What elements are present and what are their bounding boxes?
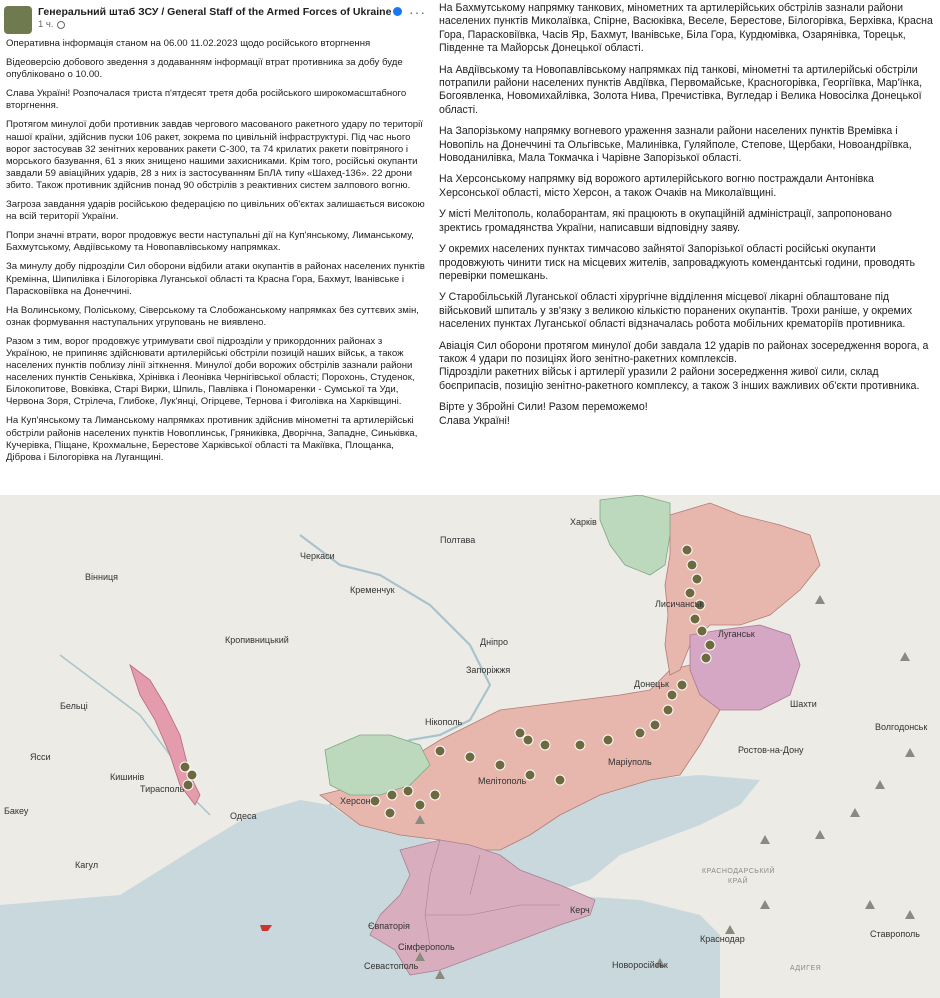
report-paragraph: Вірте у Збройні Сили! Разом переможемо! [439,401,648,414]
military-unit-icon[interactable] [515,728,525,738]
city-label-lysychansk: Лисичанськ [655,599,704,609]
city-label-melitopol: Мелітополь [478,776,527,786]
author-block [38,6,409,31]
post-header [0,0,432,36]
city-label-kerch: Керч [570,905,590,915]
military-unit-icon[interactable] [415,800,425,810]
military-unit-icon[interactable] [187,770,197,780]
post-paragraph: Слава Україні! Розпочалася триста п'ятдесят третя доба російського широкомасштабного вторгнення. [6,88,407,112]
military-unit-icon[interactable] [495,760,505,770]
post-author-name[interactable]: Генеральний штаб ЗСУ / General Staff of the Armed Forces of Ukraine [38,6,392,18]
military-unit-icon[interactable] [663,705,673,715]
post-paragraph: Загроза завдання ударів російською федерацією по цивільних об'єктах залишається високою на всій території України. [6,199,425,223]
post-paragraph: На Волинському, Поліському, Сіверському та Слобожанському напрямках без суттєвих змін, ознак формування наступальних угруповань не виявлено. [6,304,419,328]
airfield-icon[interactable] [875,780,885,789]
facebook-post [0,0,433,495]
airfield-icon[interactable] [850,808,860,817]
military-unit-icon[interactable] [385,808,395,818]
report-paragraph: У місті Мелітополь, колаборантам, які працюють в окупаційній адміністрації, запропоновано зректись громадянства України, написавши відповідну заяву. [439,208,892,234]
military-unit-icon[interactable] [540,740,550,750]
city-label-sevastopol: Севастополь [364,961,419,971]
globe-icon [57,21,65,29]
city-label-stavropol: Ставрополь [870,929,920,939]
city-label-krasnodar: Краснодар [700,934,745,944]
situation-map[interactable] [0,495,940,998]
city-label-luhansk: Луганськ [718,629,755,639]
military-unit-icon[interactable] [387,790,397,800]
city-label-tiraspol: Тирасполь [140,784,185,794]
city-label-zaporizhzhia: Запоріжжя [466,665,511,675]
military-unit-icon[interactable] [435,746,445,756]
military-unit-icon[interactable] [701,653,711,663]
city-label-volgodonsk: Волгодонськ [875,722,928,732]
post-paragraph: На Куп'янському та Лиманському напрямках противник здійснив мінометні та артилерійські обстріли районів населених пунктів Новоплинськ, Гряниківка, Дворічна, Западне, Синьківка, Кучерівка, Піщане, Крохмальне, Берестове Харківської області та Макіївка, Площанка, Діброва і Білогорівка на Луганщині. [6,415,418,463]
post-paragraph: Разом з тим, ворог продовжує утримувати свої підрозділи у прикордонних районах з Україною, не припиняє здійснювати артилерійські обстріли позицій наших військ, а також населених пунктів поблизу лінії зіткнення. Минулої доби ворожих обстрілів зазнали райони населених пунктів Сеньківка, Хрінівка і Леонівка Чернігівської області; Порохонь, Студенок, Білокопитове, Вовківка, Старі Вирки, Шпиль, Павлівка і Пономаренки - Сумської та Уди, Червона Зоря, Стрілеча, Глибоке, Лук'янці, Огірцеве, Тернова і Фиголівка на Харківщині. [6,335,415,408]
city-label-yevpatoria: Євпаторія [368,921,410,931]
city-label-simferopol: Сімферополь [398,942,455,952]
military-unit-icon[interactable] [692,574,702,584]
city-label-nikopol: Нікополь [425,717,463,727]
post-time[interactable]: 1 ч. [38,19,54,30]
city-label-kropyvnytskyi: Кропивницький [225,635,289,645]
post-author[interactable] [38,6,409,19]
city-label-poltava: Полтава [440,535,476,545]
report-paragraph: У окремих населених пунктах тимчасово зайнятої Запорізької області російські окупанти продовжують чинити тиск на місцевих жителів, запроваджують комендантські години, проводять перевірки помешкань. [439,243,916,282]
report-continuation [432,0,940,495]
post-paragraph: Відеоверсію добового зведення з додаванням інформації втрат противника за добу буде опубліковано о 10.00. [6,57,403,81]
report-paragraph: Слава Україні! [439,414,510,427]
avatar[interactable] [4,6,32,34]
city-label-odesa: Одеса [230,811,257,821]
city-label-novorossiysk: Новоросійськ [612,960,668,970]
post-body [0,36,432,464]
liberated-area-kharkiv [600,495,670,575]
city-label-shakhty: Шахти [790,699,817,709]
airfield-icon[interactable] [900,652,910,661]
airfield-icon[interactable] [815,595,825,604]
report-paragraph: Підрозділи ракетних військ і артилерії уразили 2 райони зосередження живої сили, склад боєприпасів, позицію зенітно-ракетного комплексу, а також 3 інших важливих об'єкти противника. [439,366,920,392]
military-unit-icon[interactable] [650,720,660,730]
city-label-cahul: Кагул [75,860,99,870]
more-options-button[interactable]: ··· [409,4,426,20]
region-label-krai: КРАЙ [728,878,748,885]
city-label-cherkasy: Черкаси [300,551,335,561]
region-label-krasnodar: КРАСНОДАРСЬКИЙ [702,868,775,875]
map-canvas[interactable] [0,495,940,998]
post-paragraph: Попри значні втрати, ворог продовжує вести наступальні дії на Куп'янському, Лиманському, Бахмутському, Авдіївському та Новопавлівському напрямках. [6,230,414,254]
military-unit-icon[interactable] [525,770,535,780]
military-unit-icon[interactable] [677,680,687,690]
military-unit-icon[interactable] [635,728,645,738]
military-unit-icon[interactable] [687,560,697,570]
military-unit-icon[interactable] [403,786,413,796]
city-label-kremenchuk: Кременчук [350,585,395,595]
airfield-icon[interactable] [760,835,770,844]
airfield-icon[interactable] [760,900,770,909]
report-paragraph: На Запорізькому напрямку вогневого ураження зазнали райони населених пунктів Времівка і Новопіль на Донеччині та Ольгівське, Малинівка, Гуляйполе, Степове, Щербаки, Новоандріївка, Новоданилівка, Мала Токмачка і Чарівне Запорізької області. [439,125,912,165]
report-paragraph: На Херсонському напрямку від ворожого артилерійського вогню постраждали Антонівка Херсонської області, місто Херсон, а також Очаків на Миколаївщині. [439,173,874,199]
military-unit-icon[interactable] [430,790,440,800]
city-label-balti: Бельці [60,701,88,711]
post-paragraph: Оперативна інформація станом на 06.00 11.02.2023 щодо російського вторгнення [6,38,371,49]
military-unit-icon[interactable] [705,640,715,650]
post-paragraph: Протягом минулої доби противник завдав чергового масованого ракетного удару по території нашої країни, здійснив пуски 106 ракет, зокрема по цивільній інфраструктурі. Під час нього ворог застосував 32 зенітних керованих ракети С-300, та 74 крилатих ракети повітряного і морського базування, 61 з яких знищено нашими захисниками. Крім того, російські окупанти завдали 59 авіаційних ударів, 28 з них із застосуванням БпЛА типу «Шахед-136». 22 дрони збито. Також противник здійснив понад 90 обстрілів з реактивних систем залпового вогню. [6,119,423,191]
military-unit-icon[interactable] [667,690,677,700]
city-label-vinnytsia: Вінниця [85,572,118,582]
report-paragraph: На Бахмутському напрямку танкових, мінометних та артилерійських обстрілів зазнали райони населених пунктів Миколаївка, Спірне, Васюківка, Веселе, Берестове, Білогорівка, Берхівка, Красна Гора, Парасковіївка, Часів Яр, Бахмут, Іванівське, Біла Гора, Курдюмівка, Озарянівка, Торецьк, Південне та Майорськ Донецької області. [439,2,933,55]
city-label-chisinau: Кишинів [110,772,145,782]
military-unit-icon[interactable] [523,735,533,745]
airfield-icon[interactable] [865,900,875,909]
military-unit-icon[interactable] [685,588,695,598]
city-label-bacau: Бакеу [4,806,29,816]
airfield-icon[interactable] [725,925,735,934]
military-unit-icon[interactable] [180,762,190,772]
airfield-icon[interactable] [905,748,915,757]
city-label-kharkiv: Харків [570,517,597,527]
military-unit-icon[interactable] [682,545,692,555]
military-unit-icon[interactable] [555,775,565,785]
airfield-icon[interactable] [815,830,825,839]
city-label-iasi: Ясси [30,752,51,762]
military-unit-icon[interactable] [690,614,700,624]
military-unit-icon[interactable] [575,740,585,750]
verified-badge-icon [393,7,402,16]
city-label-kherson: Херсон [340,796,371,806]
military-unit-icon[interactable] [697,626,707,636]
military-unit-icon[interactable] [370,796,380,806]
military-unit-icon[interactable] [183,780,193,790]
airfield-icon[interactable] [905,910,915,919]
report-paragraph: Авіація Сил оборони протягом минулої доби завдала 12 ударів по районах зосередження ворога, а також 4 удари по позиціях його зенітно-ракетних комплексів. [439,339,929,365]
report-paragraph: У Старобільській Луганської області хірургічне відділення місцевої лікарні облаштоване під військовий шпиталь у зв'язку з великою кількістю поранених окупантів. Трохи раніше, у окремих населених пунктах Луганської області відзначалась робота мобільних крематоріїв противника. [439,291,913,331]
report-paragraph: На Авдіївському та Новопавлівському напрямках під танкові, мінометні та артилерійські обстріли потрапили райони населених пунктів Авдіївка, Первомайське, Красногорівка, Георгіївка, Мар'їнка, Богоявленка, Новомихайлівка, Золота Нива, Пречистівка, Вугледар і Велика Новосілка Донецької області. [439,63,923,116]
city-label-dnipro: Дніпро [480,637,508,647]
military-unit-icon[interactable] [465,752,475,762]
city-label-rostov: Ростов-на-Дону [738,745,804,755]
city-label-donetsk: Донецьк [634,679,669,689]
post-meta [38,19,409,31]
city-label-mariupol: Маріуполь [608,757,652,767]
military-unit-icon[interactable] [603,735,613,745]
post-paragraph: За минулу добу підрозділи Сил оборони відбили атаки окупантів в районах населених пунктів Кремінна, Шипилівка і Білогорівка Луганської області та Красна Гора, Бахмут, Іванівське і Парасковіївка на Донеччині. [6,261,425,297]
region-label-adygea: АДИГЕЯ [790,965,822,972]
